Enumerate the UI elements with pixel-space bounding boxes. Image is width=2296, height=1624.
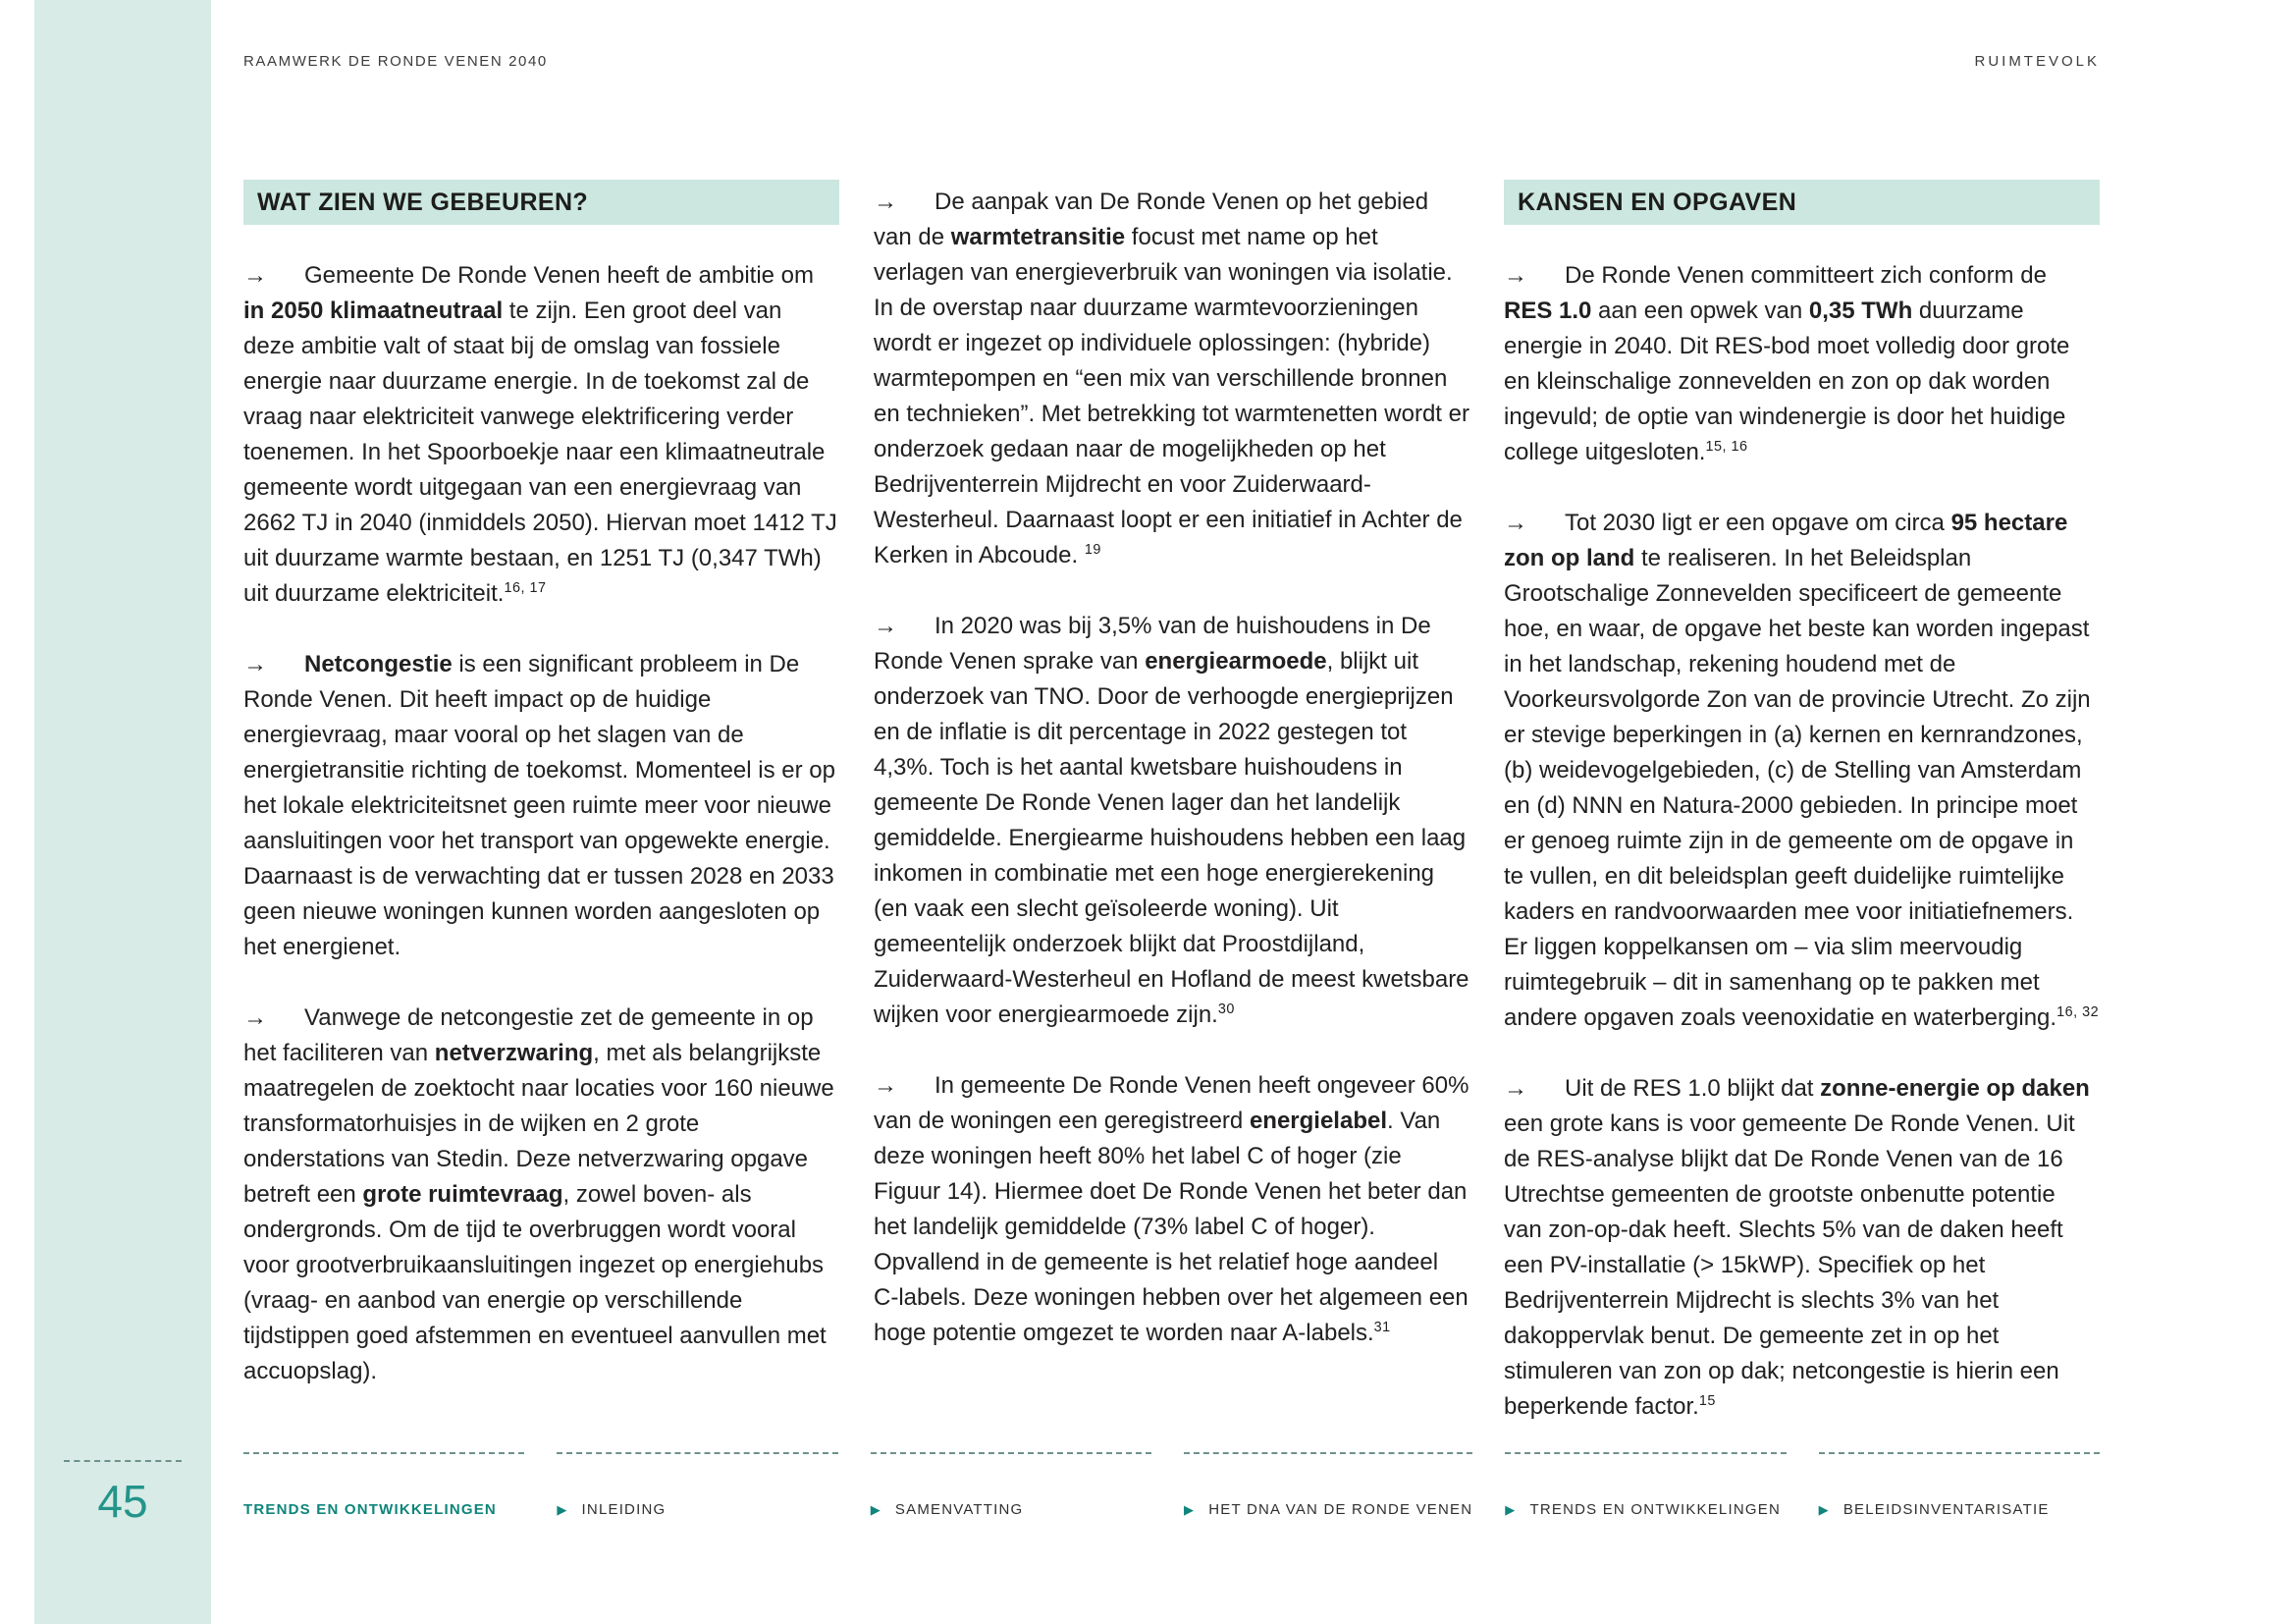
content-columns (243, 180, 2100, 1460)
section-heading-wat-zien-we-gebeuren: WAT ZIEN WE GEBEUREN? (243, 180, 839, 225)
nav-item-label: INLEIDING (581, 1501, 667, 1518)
paragraph-text: Tot 2030 ligt er een opgave om circa 95 hectare zon op land te realiseren. In het Beleidsplan Grootschalige Zonnevelden specificeert de gemeente hoe, en waar, de opgave het beste kan worden ingepast in het landschap, rekening houdend met de Voorkeursvolgorde Zon van de provincie Utrecht. Zo zijn er stevige beperkingen in (a) kernen en kernrandzones, (b) weidevogelgebieden, (c) de Stelling van Amsterdam en (d) NNN en Natura-2000 gebieden. In principe moet er genoeg ruimte zijn in de gemeente om de opgave in te vullen, en dit beleidsplan geeft duidelijke ruimtelijke kaders en randvoorwaarden mee voor initiatiefnemers. Er liggen koppelkansen om – via slim meervoudig ruimtegebruik – dit in samenhang op te pakken met andere opgaven zoals veenoxidatie en waterberging.$^{16, 32}$ (1504, 510, 2100, 1031)
footer-nav-item-samenvatting[interactable] (871, 1501, 1151, 1518)
footer-nav (243, 1452, 2100, 1518)
column-wat-zien-we-gebeuren (243, 180, 839, 1425)
nav-arrow-icon: ▶ (870, 1502, 881, 1517)
footer-nav-item-beleidsinventarisatie[interactable] (1819, 1501, 2100, 1518)
nav-item-label: TRENDS EN ONTWIKKELINGEN (1529, 1501, 1781, 1518)
arrow-icon: → (243, 651, 267, 677)
nav-arrow-icon: ▶ (1184, 1502, 1196, 1517)
paragraph-text: Gemeente De Ronde Venen heeft de ambitie om in 2050 klimaatneutraal te zijn. Een groot deel van deze ambitie valt of staat bij de omslag van fossiele energie naar duurzame energie. In de toekomst zal de vraag naar elektriciteit vanwege elektrificering verder toenemen. In het Spoorboekje naar een klimaatneutrale gemeente wordt uitgegaan van een energievraag van 2662 TJ in 2040 (inmiddels 2050). Hiervan moet 1412 TJ uit duurzame warmte bestaan, en 1251 TJ (0,347 TWh) uit duurzame elektriciteit.$^{16, 17}$ (243, 262, 837, 607)
arrow-icon: → (874, 613, 897, 639)
nav-arrow-icon: ▶ (557, 1502, 568, 1517)
paragraph (874, 185, 1469, 573)
paragraph (874, 609, 1469, 1033)
paragraph (243, 1001, 839, 1389)
nav-item-label: HET DNA VAN DE RONDE VENEN (1208, 1501, 1473, 1518)
column-middle (874, 180, 1469, 1386)
dashed-divider (64, 1460, 182, 1462)
paragraph (1504, 506, 2100, 1036)
footer-nav-item-het-dna-van-de-ronde-venen[interactable] (1184, 1501, 1472, 1518)
paragraph-text: In gemeente De Ronde Venen heeft ongeveer 60% van de woningen een geregistreerd energielabel. Van deze woningen heeft 80% het label C of hoger (zie Figuur 14). Hiermee doet De Ronde Venen het beter dan het landelijk gemiddelde (73% label C of hoger). Opvallend in de gemeente is het relatief hoge aandeel C-labels. Deze woningen hebben over het algemeen een hoge potentie omgezet te worden naar A-labels.$^{31}$ (874, 1072, 1469, 1346)
paragraph-text: Netcongestie is een significant probleem in De Ronde Venen. Dit heeft impact op de huidige energievraag, maar vooral op het slagen van de energietransitie richting de toekomst. Momenteel is er op het lokale elektriciteitsnet geen ruimte meer voor nieuwe aansluitingen voor het transport van opgewekte energie. Daarnaast is de verwachting dat er tussen 2028 en 2033 geen nieuwe woningen kunnen worden aangesloten op het energienet. (243, 651, 835, 960)
paragraph (243, 647, 839, 965)
arrow-icon: → (243, 1004, 267, 1031)
nav-arrow-icon: ▶ (1818, 1502, 1830, 1517)
footer-section-label: TRENDS EN ONTWIKKELINGEN (243, 1452, 524, 1518)
paragraph-text: In 2020 was bij 3,5% van de huishoudens in De Ronde Venen sprake van energiearmoede, blijkt uit onderzoek van TNO. Door de verhoogde energieprijzen en de inflatie is dit percentage in 2022 gestegen tot 4,3%. Toch is het aantal kwetsbare huishoudens in gemeente De Ronde Venen lager dan het landelijk gemiddelde. Energiearme huishoudens hebben een laag inkomen in combinatie met een hoge energierekening (en vaak een slecht geïsoleerde woning). Uit gemeentelijk onderzoek blijkt dat Proostdijland, Zuiderwaard-Westerheul en Hofland de meest kwetsbare wijken voor energiearmoede zijn.$^{30}$ (874, 613, 1469, 1028)
nav-item-label: SAMENVATTING (894, 1501, 1024, 1518)
page-number: 45 (97, 1476, 148, 1527)
paragraph-text: Vanwege de netcongestie zet de gemeente in op het faciliteren van netverzwaring, met als belangrijkste maatregelen de zoektocht naar locaties voor 160 nieuwe transformatorhuisjes in de wijken en 2 grote onderstations van Stedin. Deze netverzwaring opgave betreft een grote ruimtevraag, zowel boven- als ondergronds. Om de tijd te overbruggen wordt vooral voor grootverbruikaansluitingen ingezet op energiehubs (vraag- en aanbod van energie op verschillende tijdstippen goed afstemmen en eventueel aanvullen met accuopslag). (243, 1004, 834, 1384)
arrow-icon: → (1504, 262, 1527, 289)
paragraph (243, 258, 839, 612)
column-kansen-en-opgaven (1504, 180, 2100, 1460)
paragraph-text: De Ronde Venen committeert zich conform de RES 1.0 aan een opwek van 0,35 TWh duurzame energie in 2040. Dit RES-bod moet volledig door grote en kleinschalige zonnevelden en zon op dak worden ingevuld; de optie van windenergie is door het huidige college uitgesloten.$^{15, 16}$ (1504, 262, 2070, 465)
nav-item-label: BELEIDSINVENTARISATIE (1842, 1501, 2050, 1518)
brand-label: RUIMTEVOLK (1974, 53, 2100, 70)
document-title: RAAMWERK DE RONDE VENEN 2040 (243, 53, 548, 70)
footer-nav-item-inleiding[interactable] (557, 1501, 837, 1518)
section-heading-kansen-en-opgaven: KANSEN EN OPGAVEN (1504, 180, 2100, 225)
arrow-icon: → (1504, 510, 1527, 536)
paragraph-text: De aanpak van De Ronde Venen op het gebied van de warmtetransitie focust met name op het verlagen van energieverbruik van woningen via isolatie. In de overstap naar duurzame warmtevoorzieningen wordt er ingezet op individuele oplossingen: (hybride) warmtepompen en “een mix van verschillende bronnen en technieken”. Met betrekking tot warmtenetten wordt er onderzoek gedaan naar de mogelijkheden op het Bedrijventerrein Mijdrecht en voor Zuiderwaard-Westerheul. Daarnaast loopt er een initiatief in Achter de Kerken in Abcoude. $^{19}$ (874, 189, 1469, 568)
paragraph (874, 1068, 1469, 1351)
arrow-icon: → (874, 189, 897, 215)
arrow-icon: → (1504, 1075, 1527, 1102)
arrow-icon: → (874, 1072, 897, 1099)
arrow-icon: → (243, 262, 267, 289)
footer-nav-item-trends-en-ontwikkelingen[interactable] (1505, 1501, 1786, 1518)
sidebar-accent-bar (34, 0, 211, 1624)
paragraph (1504, 1071, 2100, 1425)
nav-arrow-icon: ▶ (1505, 1502, 1517, 1517)
paragraph-text: Uit de RES 1.0 blijkt dat zonne-energie op daken een grote kans is voor gemeente De Ronde Venen. Uit de RES-analyse blijkt dat De Ronde Venen van de 16 Utrechtse gemeenten de grootste onbenutte potentie van zon-op-dak heeft. Slechts 5% van de daken heeft een PV-installatie (> 15kWP). Specifiek op het Bedrijventerrein Mijdrecht is slechts 3% van het dakoppervlak benut. De gemeente zet in op het stimuleren van zon op dak; netcongestie is hierin een beperkende factor.$^{15}$ (1504, 1075, 2090, 1420)
paragraph (1504, 258, 2100, 470)
